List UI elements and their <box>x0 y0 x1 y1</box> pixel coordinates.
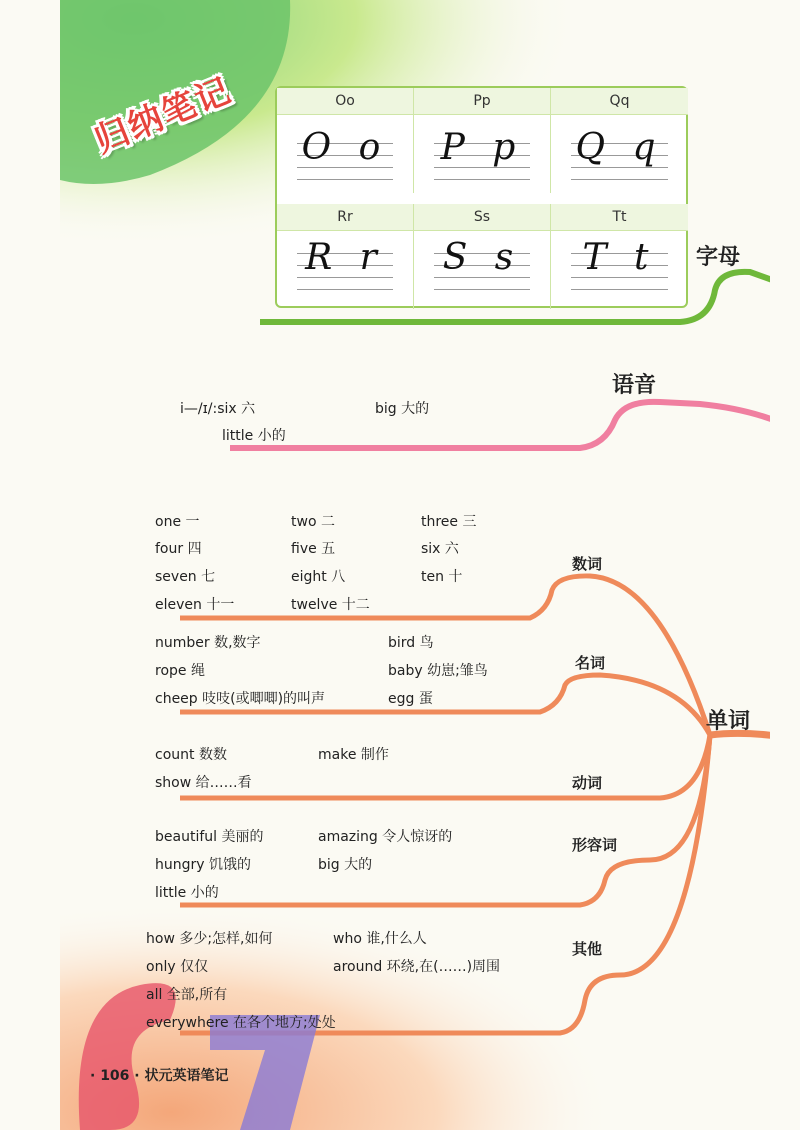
other-word: all 全部,所有 <box>146 987 228 1003</box>
page-footer: · 106 · 状元英语笔记 <box>90 1068 229 1084</box>
letter-glyph: S s <box>442 237 522 278</box>
letter-label: Pp <box>414 88 550 115</box>
noun-word: cheep 吱吱(或唧唧)的叫声 <box>155 691 326 707</box>
numeral-word: three 三 <box>421 514 477 530</box>
letter-cell-qq <box>551 88 688 193</box>
letter-glyph: O o <box>301 127 389 168</box>
noun-word: rope 绳 <box>155 663 205 679</box>
letter-glyph: Q q <box>575 127 664 168</box>
writing-lines <box>414 115 550 193</box>
numeral-word: eight 八 <box>291 569 346 585</box>
letter-writing-table <box>275 86 688 308</box>
adjective-word: amazing 令人惊讶的 <box>318 829 453 845</box>
other-word: who 谁,什么人 <box>333 931 427 947</box>
writing-lines <box>551 231 688 309</box>
phonics-line: i—/ɪ/:six 六 <box>180 401 256 417</box>
letter-glyph: P p <box>440 127 524 168</box>
noun-word: bird 鸟 <box>388 635 434 651</box>
letter-label: Ss <box>414 204 550 231</box>
letter-label: Tt <box>551 204 688 231</box>
branch-label-adjectives: 形容词 <box>572 836 618 854</box>
branch-label-letters: 字母 <box>696 245 741 270</box>
letter-cell-ss <box>414 204 551 309</box>
writing-lines <box>277 231 413 309</box>
section-badge: 归纳笔记 <box>89 70 238 162</box>
numeral-word: ten 十 <box>421 569 463 585</box>
other-word: how 多少;怎样,如何 <box>146 931 273 947</box>
letter-label: Qq <box>551 88 688 115</box>
other-word: around 环绕,在(……)周围 <box>333 959 501 975</box>
noun-word: number 数,数字 <box>155 635 261 651</box>
letter-cell-rr <box>277 204 414 309</box>
verb-word: make 制作 <box>318 747 389 763</box>
numeral-word: four 四 <box>155 541 202 557</box>
numeral-word: seven 七 <box>155 569 216 585</box>
adjective-word: beautiful 美丽的 <box>155 829 264 845</box>
numeral-word: two 二 <box>291 514 335 530</box>
adjective-word: big 大的 <box>318 857 373 873</box>
phonics-line: little 小的 <box>222 428 286 444</box>
writing-lines <box>551 115 688 193</box>
letter-glyph: R r <box>305 237 385 278</box>
branch-label-verbs: 动词 <box>572 774 603 792</box>
noun-word: baby 幼崽;雏鸟 <box>388 663 488 679</box>
letter-label: Rr <box>277 204 413 231</box>
numeral-word: one 一 <box>155 514 200 530</box>
adjective-word: little 小的 <box>155 885 219 901</box>
letter-glyph: T t <box>582 237 657 278</box>
numeral-word: twelve 十二 <box>291 597 370 613</box>
letter-cell-oo <box>277 88 414 193</box>
letter-label: Oo <box>277 88 413 115</box>
phonics-line: big 大的 <box>375 401 430 417</box>
page <box>30 0 770 1130</box>
branch-label-numerals: 数词 <box>572 555 603 573</box>
other-word: everywhere 在各个地方;处处 <box>146 1015 336 1031</box>
letter-cell-tt <box>551 204 688 309</box>
branch-label-words: 单词 <box>706 709 751 734</box>
letter-cell-pp <box>414 88 551 193</box>
branch-label-nouns: 名词 <box>575 654 606 672</box>
numeral-word: six 六 <box>421 541 459 557</box>
verb-word: show 给……看 <box>155 775 252 791</box>
noun-word: egg 蛋 <box>388 691 433 707</box>
other-word: only 仅仅 <box>146 959 209 975</box>
verb-word: count 数数 <box>155 747 227 763</box>
writing-lines <box>277 115 413 193</box>
numeral-word: eleven 十一 <box>155 597 235 613</box>
branch-label-others: 其他 <box>572 940 603 958</box>
adjective-word: hungry 饥饿的 <box>155 857 251 873</box>
numeral-word: five 五 <box>291 541 336 557</box>
phonics-branch-line <box>230 402 770 448</box>
branch-label-phonics: 语音 <box>612 373 657 398</box>
writing-lines <box>414 231 550 309</box>
